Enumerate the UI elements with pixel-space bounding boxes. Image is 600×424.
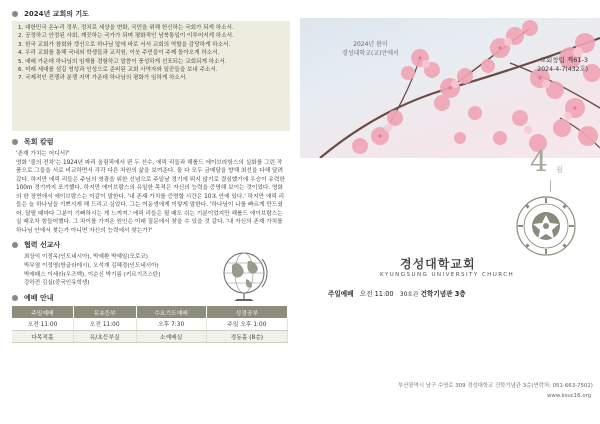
service-place: 건학기념관 3층	[420, 290, 466, 298]
table-header: 주일예배	[12, 306, 73, 318]
prayer-heading	[12, 8, 290, 20]
photo-caption-line: 경성대학교(교)안에서	[342, 50, 399, 57]
service-info	[328, 288, 466, 298]
cherry-blossom-photo	[300, 18, 600, 158]
prayer-heading-text: 2024년 교회의 기도	[24, 10, 89, 18]
issue-info	[537, 55, 588, 74]
table-cell: 오전 11:00	[12, 318, 73, 330]
service-time: 오전 11:00	[359, 290, 394, 298]
table-cell: 소예배실	[136, 330, 206, 342]
bullet-icon	[12, 242, 18, 248]
prayer-list	[12, 21, 290, 131]
worship-table	[12, 306, 288, 343]
table-header: 수요기도예배	[136, 306, 206, 318]
table-cell: 유/초등부실	[73, 330, 136, 342]
bullet-icon	[12, 295, 18, 301]
bullet-icon	[12, 11, 18, 17]
table-cell: 오전 11:00	[73, 318, 136, 330]
website-url[interactable]: www.ksuc16.org	[547, 393, 592, 399]
issue-number: 교회창립 제61-3	[539, 56, 588, 64]
prayer-item: 4. 우리 교회를 통해 국내외 학생들과 교직원, 이웃 주민들이 주께 돌아오게 하소서.	[18, 50, 220, 57]
missionary-item: 박예패스 이세라(우즈벡), 이순신 박기름 (키르기즈스탄)	[24, 271, 161, 278]
prayer-item: 3. 한국 교회가 참회와 갱신으로 하나님 앞에 바로 서서 교회의 역할을 감당하게 하소서.	[18, 41, 231, 48]
missionary-item: 강하전 김실(중국인유학생)	[24, 280, 90, 287]
issue-date: 2024-4-7(432호)	[537, 66, 588, 73]
table-cell: 오후 7:30	[136, 318, 206, 330]
service-building: 30호관	[399, 292, 419, 298]
table-header-row	[12, 306, 288, 318]
pastor-column	[12, 136, 290, 235]
prayer-item: 1. 대한민국 온누리 정부, 정치로 세상을 변화, 국민을 위해 헌신하는 국회가 되게 하소서.	[18, 25, 234, 31]
table-row	[12, 318, 288, 330]
missionary-section	[12, 239, 290, 288]
column-heading-text: 목회 칼럼	[24, 138, 54, 146]
worship-heading-text: 예배 안내	[24, 294, 54, 303]
missionary-item: 최상익 이정옥(인도네시아), 박예환 박예일(모로코)	[24, 254, 148, 260]
service-label: 주일예배	[328, 290, 354, 298]
table-header: 성경공부	[206, 306, 287, 318]
column-body-text: 영화 '불의 전차'는 1924년 파리 올림픽에서 뛴 두 선수, 에릭 리들과 해롤드 에이브라함스의 실화를 그린 작품으로 그들을 서로 비교하면서 각각 다른 차원의 삶을 보여준다. 둘 다 모두 금메달을 향해 최선을 다해 달려갔다. 하지만 에릭 리들은 주님의 영광을 위한 신념으로 주일날 경기에 뛰지 않기로 결심했기에 우승이 유력한 100m 경기까지 포기했다. 하지만 에이브람스의 유일한 목적은 자신의 능력을 증명해 보이는 것이었다. 영화의 한 장면에서 에이브람스는 이같이 말한다. '내 존재 가치를 증명할 시간은 10초 안에 있다.' 하지만 에릭 리들은 늘 하나님을 기쁘시게 해 드리고 싶었다. 그는 여동생에게 이렇게 말한다. '하나님이 나를 빠르게 만드셨어. 달릴 때마다 그분이 기뻐하시는 게 느껴져.' 에릭 리들은 될 때도 쉬는 기분이었지만 해롤드 에이브람스는 실 때조차 힘들어했다. 그 차이를 가져온 원인은 이래 질문에서 찾을 수 있을 것 같다. '내 자신의 존재 가치를 하나님 안에서 찾는가 아니면 자신의 능력에서 찾는가?'	[16, 159, 285, 234]
photo-caption-line: 2024년 봄이	[353, 41, 388, 48]
table-cell: 주일 오후 1:00	[206, 318, 287, 330]
bullet-icon	[12, 139, 18, 145]
photo-caption	[342, 40, 399, 58]
table-cell: 경동홀 (8층)	[206, 330, 287, 342]
missionary-heading-text: 협력 선교사	[24, 241, 61, 249]
church-title: 경성대학교회	[400, 257, 476, 271]
month-suffix: 월	[556, 166, 563, 174]
blossom-illustration	[300, 18, 600, 158]
globe-icon	[216, 247, 276, 307]
university-seal-icon	[515, 195, 577, 257]
divider	[550, 180, 551, 192]
table-cell: 다목적홀	[12, 330, 73, 342]
church-english-name: KYUNGSUNG UNIVERSITY CHURCH	[380, 272, 515, 278]
prayer-item: 2. 공정하고 안정된 사회, 깨끗하는 국가가 되며 평화적인 남북통일이 이루어지게 하소서.	[18, 33, 234, 40]
table-header: 유초등부	[73, 306, 136, 318]
prayer-item: 7. 국제적인 전쟁과 분쟁 지역 가운데 하나님의 평화가 임하게 하소서.	[18, 75, 188, 82]
column-heading	[12, 136, 290, 148]
prayer-item: 5. 예배 가운데 하나님의 임재를 경험하고 말씀이 풍성하게 선포되는 교회되게 하소서.	[18, 58, 227, 65]
month-number: 4	[530, 145, 548, 178]
address: 부산광역시 남구 수영로 309 경성대학교 건학기념관 3층(연락처: 051-663-7502)	[398, 383, 593, 389]
prayer-item: 6. 미래 세대를 섬길 영성과 인성으로 준비된 교회 사역자와 일꾼들을 보내 주소서.	[18, 67, 218, 74]
column-title: '존재 가치는 어디서?'	[16, 151, 70, 157]
cover-panel	[300, 0, 600, 424]
table-row	[12, 330, 288, 342]
missionary-item: 박무열 이정영(방글라데시), 오석재 김혜경(인도네시아)	[24, 262, 159, 269]
